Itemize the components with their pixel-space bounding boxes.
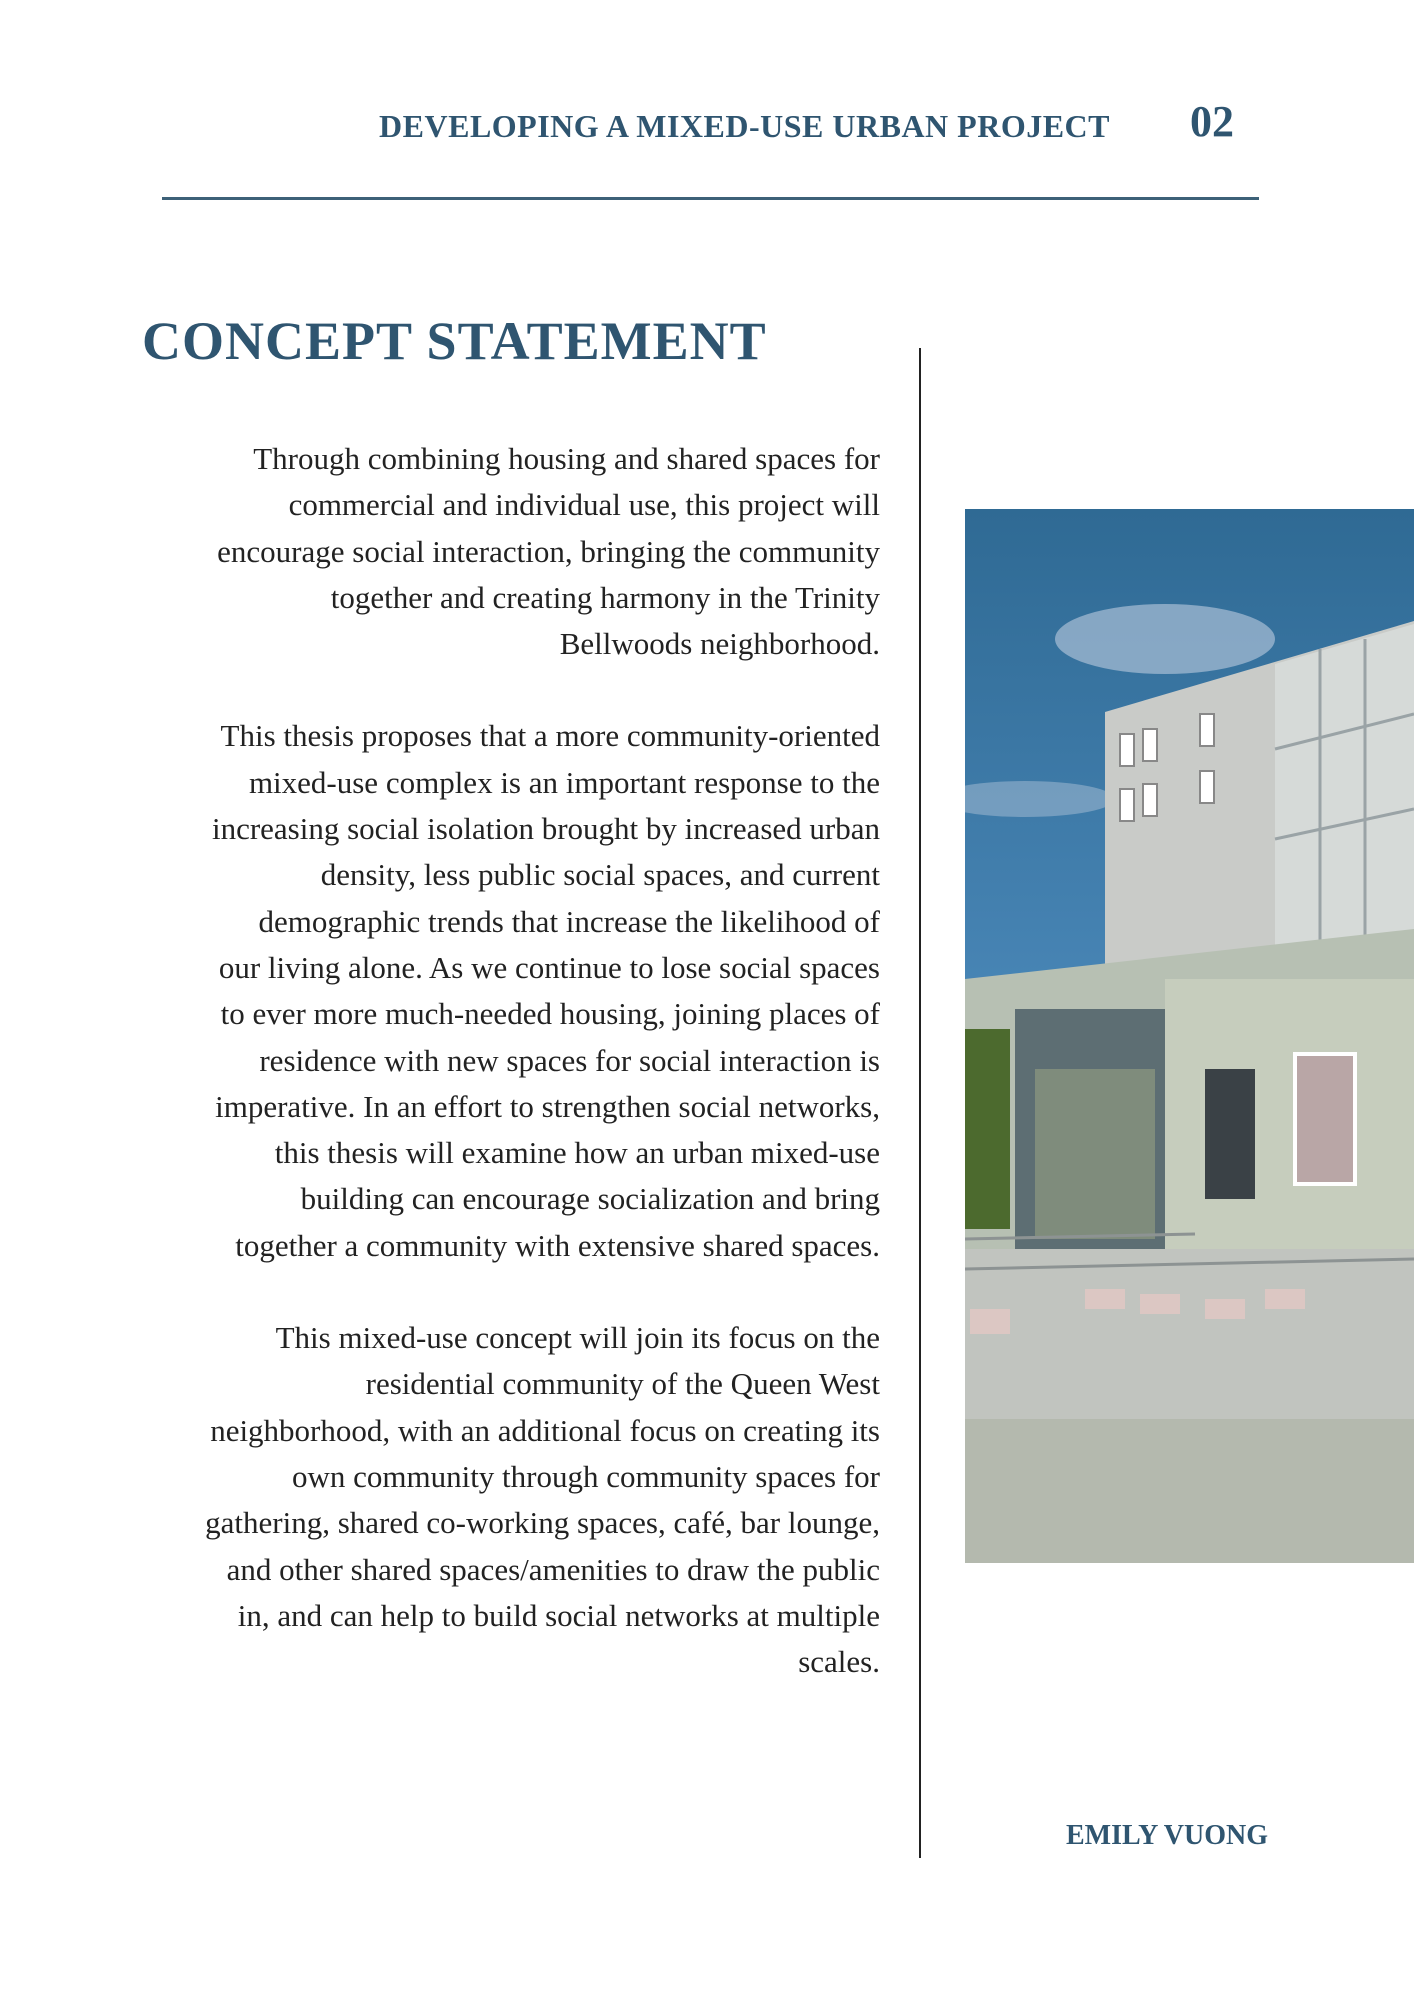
- text-line: demographic trends that increase the likelihood of: [258, 903, 880, 939]
- author-name: EMILY VUONG: [1065, 1820, 1268, 1851]
- text-line: Through combining housing and shared spaces for: [253, 441, 880, 476]
- header-divider: [162, 197, 1259, 200]
- text-line: in, and can help to build social networks at multiple: [237, 1597, 880, 1633]
- concept-statement-body: [100, 436, 880, 1731]
- text-line: gathering, shared co-working spaces, café, bar lounge,: [205, 1505, 880, 1541]
- text-line: This mixed-use concept will join its focus on the: [275, 1320, 880, 1356]
- text-line: together and creating harmony in the Trinity: [330, 579, 880, 615]
- text-line: own community through community spaces for: [291, 1458, 880, 1494]
- text-line: imperative. In an effort to strengthen social networks,: [215, 1088, 880, 1124]
- section-title: CONCEPT STATEMENT: [142, 311, 767, 371]
- text-line: mixed-use complex is an important response to the: [248, 764, 880, 800]
- building-rendering-image: [965, 509, 1414, 1563]
- text-line: together a community with extensive shared spaces.: [235, 1227, 880, 1263]
- paragraph-1: [100, 436, 880, 667]
- text-line: Bellwoods neighborhood.: [559, 626, 880, 662]
- text-line: building can encourage socialization and bring: [300, 1181, 880, 1217]
- text-line: commercial and individual use, this project will: [288, 487, 880, 523]
- text-line: encourage social interaction, bringing the community: [217, 533, 880, 569]
- text-line: to ever more much-needed housing, joining places of: [220, 996, 880, 1032]
- text-line: residential community of the Queen West: [365, 1366, 880, 1402]
- paragraph-3: [100, 1315, 880, 1685]
- text-line: increasing social isolation brought by increased urban: [211, 811, 880, 847]
- column-divider: [919, 348, 921, 1858]
- paragraph-2: [100, 713, 880, 1269]
- page-number: 02: [1190, 97, 1234, 146]
- document-header-title: DEVELOPING A MIXED-USE URBAN PROJECT: [379, 108, 1110, 144]
- text-line: This thesis proposes that a more community-oriented: [220, 718, 880, 754]
- text-line: our living alone. As we continue to lose social spaces: [218, 949, 880, 985]
- text-line: density, less public social spaces, and current: [320, 857, 880, 893]
- text-line: this thesis will examine how an urban mixed-use: [274, 1135, 880, 1171]
- text-line: scales.: [798, 1644, 880, 1680]
- text-line: and other shared spaces/amenities to draw the public: [226, 1551, 880, 1587]
- text-line: neighborhood, with an additional focus on creating its: [210, 1412, 880, 1448]
- text-line: residence with new spaces for social interaction is: [259, 1042, 880, 1078]
